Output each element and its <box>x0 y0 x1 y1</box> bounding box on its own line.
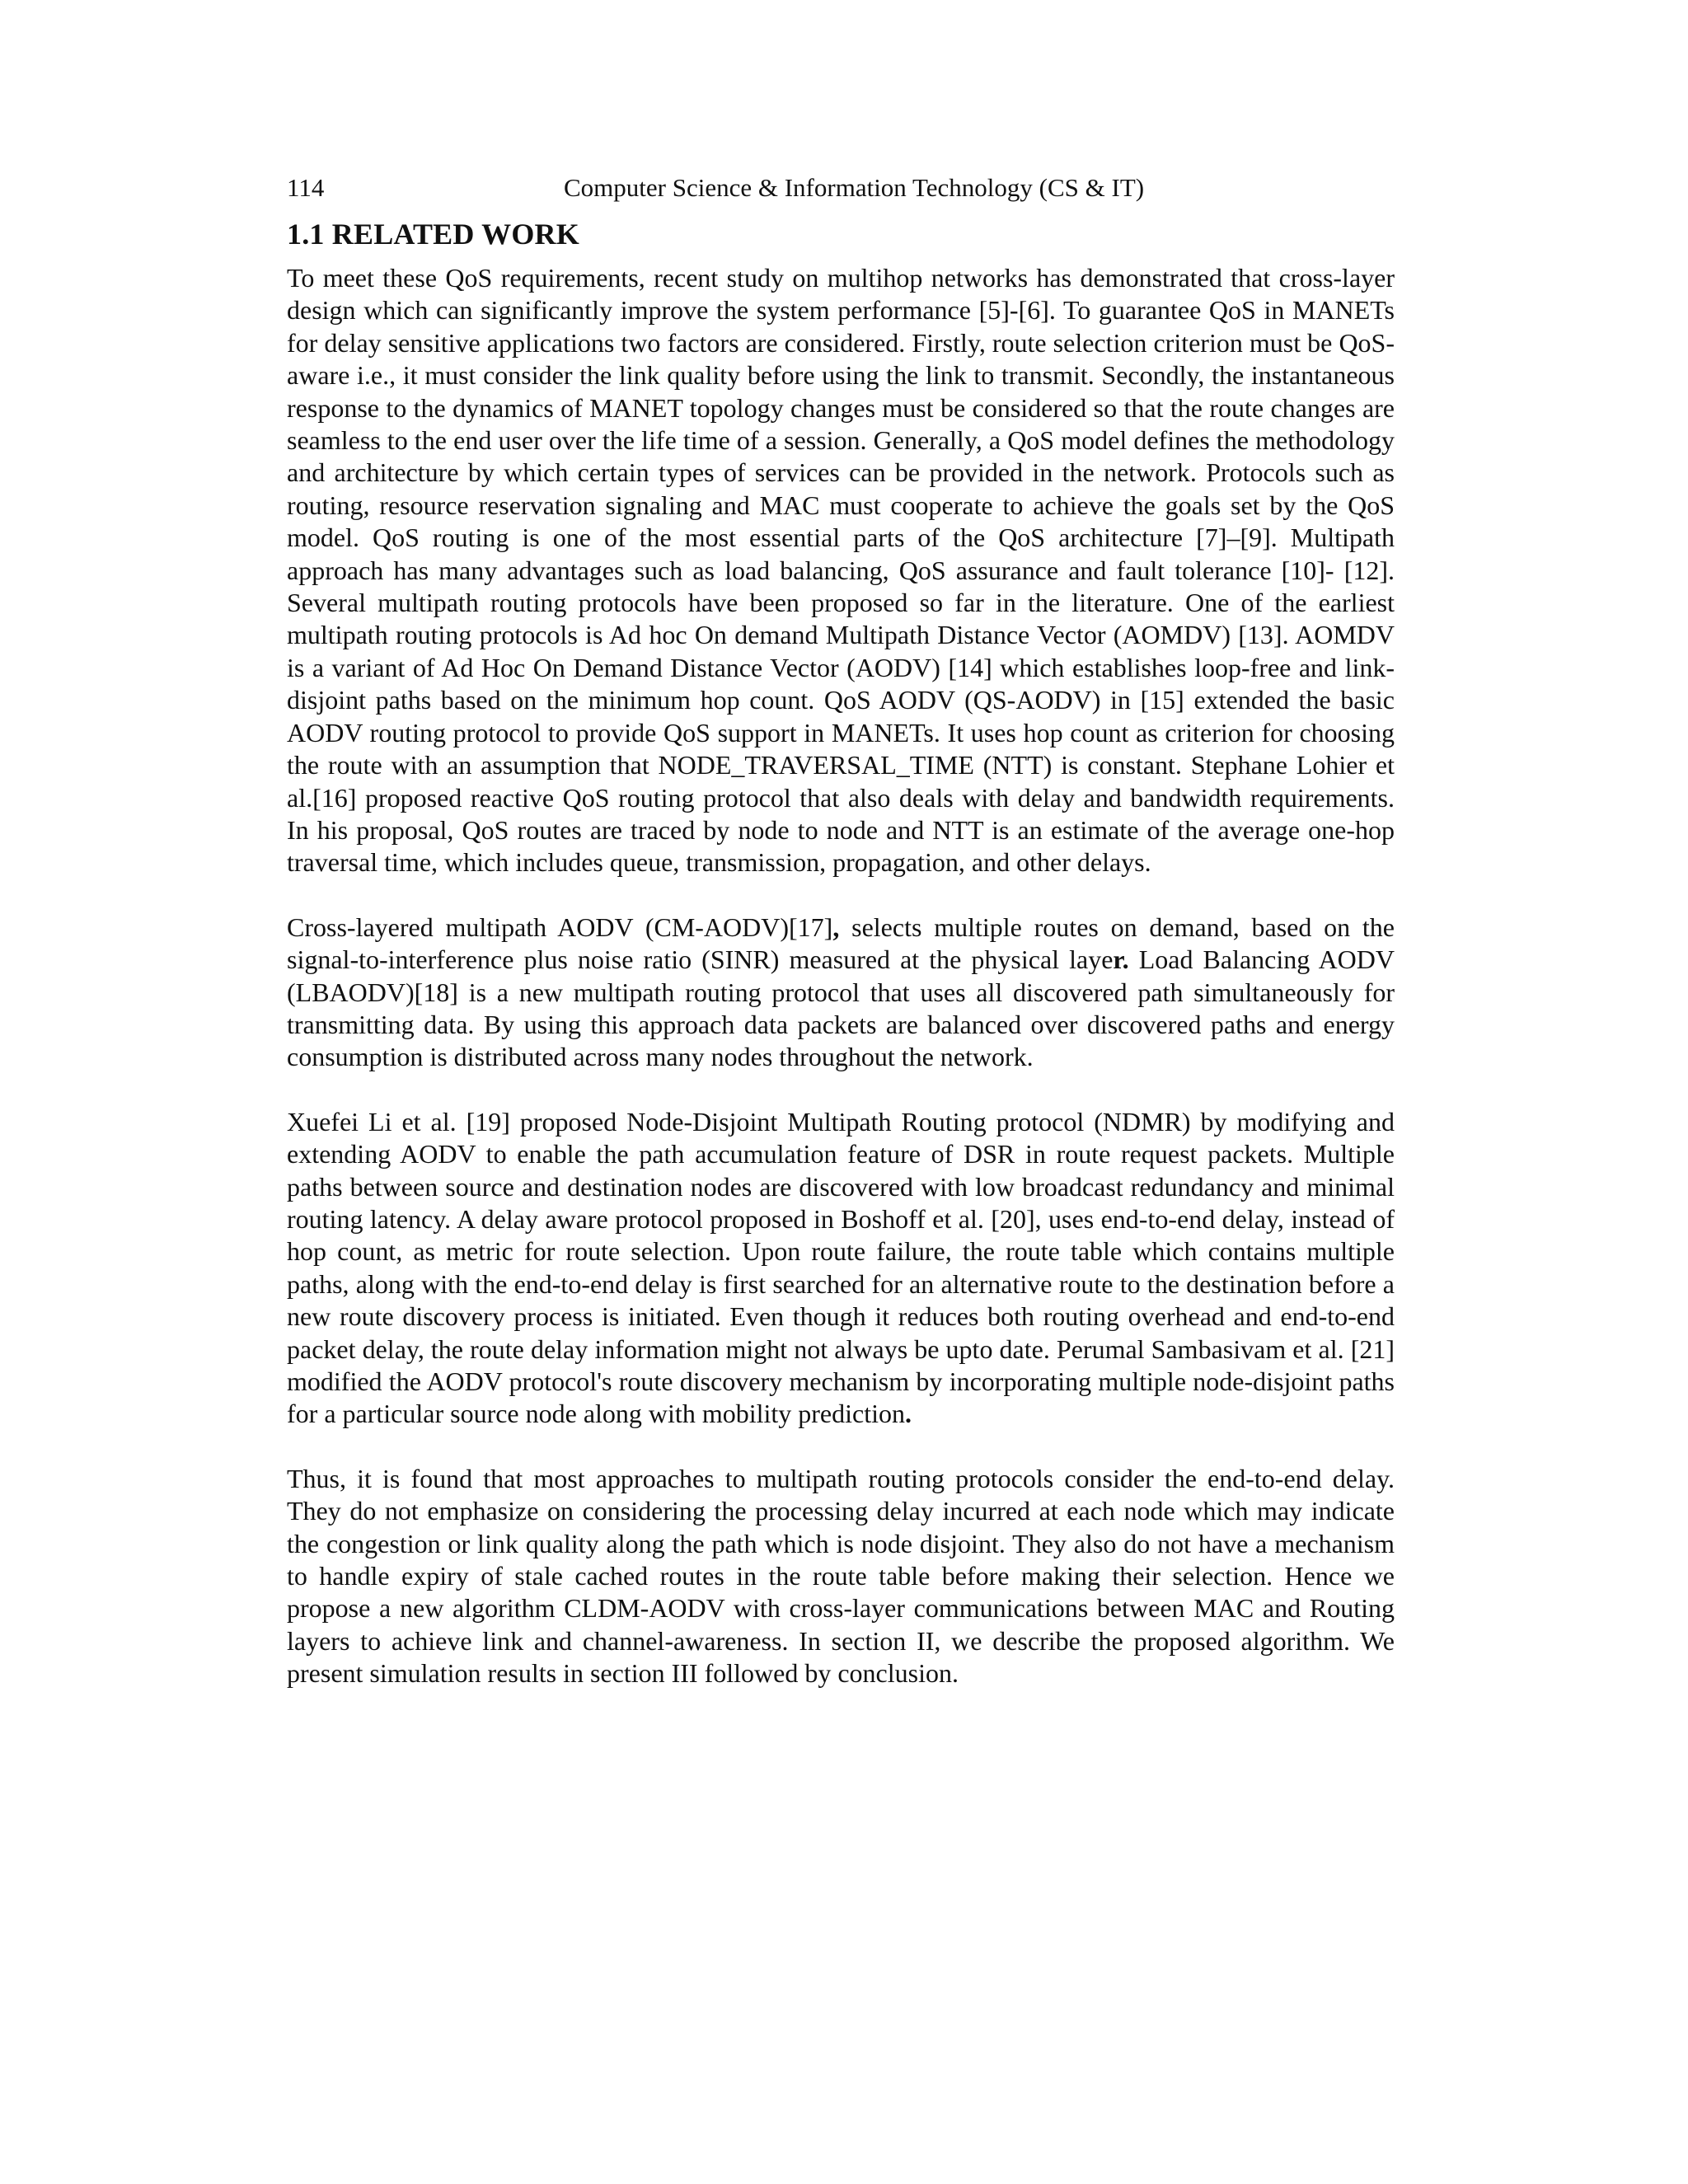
bold-period: . <box>1122 944 1129 975</box>
bold-comma: , <box>832 912 840 942</box>
paragraph-text: Cross-layered multipath AODV (CM-AODV)[17] <box>287 912 833 942</box>
document-page <box>287 170 1395 1690</box>
running-header <box>287 170 1395 206</box>
paragraph-text: selects multiple routes on demand, based on the signal-to-interference plus noise ratio (SINR) measured at the physical laye <box>287 912 1395 975</box>
paragraph-ndmr <box>287 1106 1395 1431</box>
bold-letter: r <box>1113 944 1123 975</box>
paragraph-qos-requirements <box>287 262 1395 879</box>
paragraph-text: Thus, it is found that most approaches to multipath routing protocols consider the end-to-end delay. They do not emphasize on considering the processing delay incurred at each node which may indicate the congestion or link quality along the path which is node disjoint. They also do not have a mechanism to handle expiry of stale cached routes in the route table before making their selection. Hence we propose a new algorithm CLDM-AODV with cross-layer communications between MAC and Routing layers to achieve link and channel-awareness. In section II, we describe the proposed algorithm. We present simulation results in section III followed by conclusion. <box>287 1463 1395 1689</box>
journal-title: Computer Science & Information Technology (CS & IT) <box>564 173 1145 202</box>
paragraph-text: To meet these QoS requirements, recent study on multihop networks has demonstrated that cross-layer design which can significantly improve the system performance [5]-[6]. To guarantee QoS in MANETs for delay sensitive applications two factors are considered. Firstly, route selection criterion must be QoS-aware i.e., it must consider the link quality before using the link to transmit. Secondly, the instantaneous response to the dynamics of MANET topology changes must be considered so that the route changes are seamless to the end user over the life time of a session. Generally, a QoS model defines the methodology and architecture by which certain types of services can be provided in the network. Protocols such as routing, resource reservation signaling and MAC must cooperate to achieve the goals set by the QoS model. QoS routing is one of the most essential parts of the QoS architecture [7]–[9]. Multipath approach has many advantages such as load balancing, QoS assurance and fault tolerance [10]- [12]. Several multipath routing protocols have been proposed so far in the literature. One of the earliest multipath routing protocols is Ad hoc On demand Multipath Distance Vector (AOMDV) [13]. AOMDV is a variant of Ad Hoc On Demand Distance Vector (AODV) [14] which establishes loop-free and link-disjoint paths based on the minimum hop count. QoS AODV (QS-AODV) in [15] extended the basic AODV routing protocol to provide QoS support in MANETs. It uses hop count as criterion for choosing the route with an assumption that NODE_TRAVERSAL_TIME (NTT) is constant. Stephane Lohier et al.[16] proposed reactive QoS routing protocol that also deals with delay and bandwidth requirements. In his proposal, QoS routes are traced by node to node and NTT is an estimate of the average one-hop traversal time, which includes queue, transmission, propagation, and other delays. <box>287 263 1395 878</box>
paragraph-conclusion-of-survey <box>287 1463 1395 1690</box>
paragraph-text: Load Balancing AODV (LBAODV)[18] is a new multipath routing protocol that uses all discovered path simultaneously for transmitting data. By using this approach data packets are balanced over discovered paths and energy consumption is distributed across many nodes throughout the network. <box>287 944 1395 1072</box>
bold-period: . <box>905 1399 912 1429</box>
section-heading: 1.1 RELATED WORK <box>287 218 579 251</box>
paragraph-cm-aodv <box>287 912 1395 1074</box>
page-number: 114 <box>287 173 325 202</box>
paragraph-text: Xuefei Li et al. [19] proposed Node-Disjoint Multipath Routing protocol (NDMR) by modifying and extending AODV to enable the path accumulation feature of DSR in route request packets. Multiple paths between source and destination nodes are discovered with low broadcast redundancy and minimal routing latency. A delay aware protocol proposed in Boshoff et al. [20], uses end-to-end delay, instead of hop count, as metric for route selection. Upon route failure, the route table which contains multiple paths, along with the end-to-end delay is first searched for an alternative route to the destination before a new route discovery process is initiated. Even though it reduces both routing overhead and end-to-end packet delay, the route delay information might not always be upto date. Perumal Sambasivam et al. [21] modified the AODV protocol's route discovery mechanism by incorporating multiple node-disjoint paths for a particular source node along with mobility prediction <box>287 1106 1395 1429</box>
